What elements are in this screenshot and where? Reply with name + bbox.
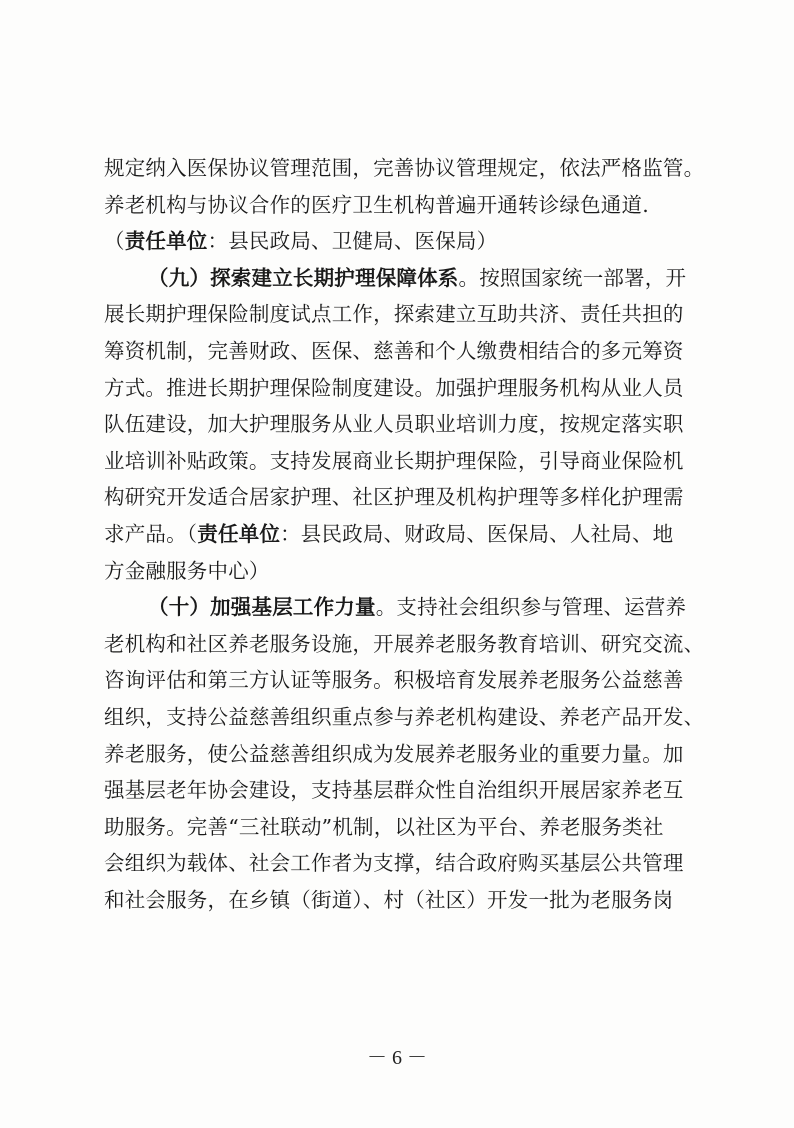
text-line — [104, 736, 694, 773]
bold-text-segment: （十）加强基层工作力量 — [148, 595, 376, 620]
text-segment: 助服务。完善“三社联动”机制，以社区为平台、养老服务类社 — [104, 814, 664, 839]
text-line — [104, 406, 694, 443]
text-segment: 和社会服务，在乡镇（街道）、村（社区）开发一批为老服务岗 — [104, 887, 674, 912]
text-line — [104, 296, 694, 333]
text-segment: 求产品。（ — [104, 521, 198, 546]
text-segment: （ — [104, 229, 125, 254]
text-line — [104, 845, 694, 882]
text-segment: ：县民政局、财政局、医保局、人社局、地 — [280, 521, 674, 546]
text-segment: 。按照国家统一部署，开 — [458, 265, 687, 290]
text-line — [104, 516, 694, 553]
text-line — [104, 882, 694, 919]
text-segment: 方式。推进长期护理保险制度建设。加强护理服务机构从业人员 — [104, 375, 684, 400]
text-line — [104, 809, 694, 846]
bold-text-segment: （九）探索建立长期护理保障体系 — [148, 265, 459, 290]
text-line — [104, 662, 694, 699]
text-segment: 队伍建设，加大护理服务从业人员职业培训力度，按规定落实职 — [104, 412, 684, 437]
text-line — [104, 333, 694, 370]
text-segment: 会组织为载体、社会工作者为支撑，结合政府购买基层公共管理 — [104, 851, 684, 876]
text-segment: 业培训补贴政策。支持发展商业长期护理保险，引导商业保险机 — [104, 448, 684, 473]
text-line — [104, 772, 694, 809]
text-segment: 养老服务，使公益慈善组织成为发展养老服务业的重要力量。加 — [104, 741, 684, 766]
text-segment: 方金融服务中心） — [104, 558, 270, 583]
text-line — [104, 223, 694, 260]
text-line — [104, 699, 705, 736]
text-line — [104, 260, 694, 297]
bold-text-segment: 责任单位 — [197, 521, 281, 546]
body-text — [104, 150, 705, 918]
text-line — [104, 370, 694, 407]
bold-text-segment: 责任单位 — [124, 229, 208, 254]
text-line — [104, 479, 694, 516]
text-line — [104, 150, 705, 187]
text-segment: 展长期护理保险制度试点工作，探索建立互助共济、责任共担的 — [104, 302, 684, 327]
text-line — [104, 187, 694, 224]
text-segment: ：县民政局、卫健局、医保局） — [207, 229, 498, 254]
text-segment: 。支持社会组织参与管理、运营养 — [375, 595, 687, 620]
text-segment: 咨询评估和第三方认证等服务。积极培育发展养老服务公益慈善 — [104, 668, 684, 693]
text-segment: 规定纳入医保协议管理范围，完善协议管理规定，依法严格监管。 — [104, 156, 705, 180]
text-segment: 强基层老年协会建设，支持基层群众性自治组织开展居家养老互 — [104, 778, 684, 803]
text-line — [104, 553, 694, 590]
page-number: － 6 － — [367, 1047, 427, 1069]
text-line — [104, 443, 694, 480]
text-line — [104, 626, 705, 663]
text-segment: 构研究开发适合居家护理、社区护理及机构护理等多样化护理需 — [104, 485, 684, 510]
text-line — [104, 589, 694, 626]
text-segment: 筹资机制，完善财政、医保、慈善和个人缴费相结合的多元筹资 — [104, 338, 684, 363]
text-segment: 老机构和社区养老服务设施，开展养老服务教育培训、研究交流、 — [104, 631, 705, 656]
text-segment: 组织，支持公益慈善组织重点参与养老机构建设、养老产品开发、 — [104, 704, 705, 729]
text-segment: 养老机构与协议合作的医疗卫生机构普遍开通转诊绿色通道. — [104, 192, 649, 217]
